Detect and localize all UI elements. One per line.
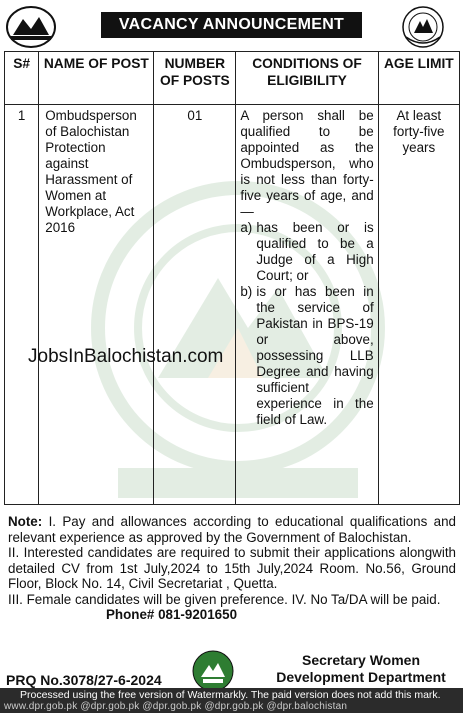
conditions-intro: A person shall be qualified to be appointed as the Ombudsperson, who is not less than forty-five years of age, and— (240, 108, 374, 219)
note-3: III. Female candidates will be given preference. IV. No Ta/DA will be paid. (8, 591, 441, 607)
condition-b (240, 284, 373, 428)
table-header-row (5, 52, 460, 105)
condition-a (240, 220, 373, 284)
table-row (5, 105, 460, 505)
cell-age-limit: At least forty-five years (378, 105, 459, 505)
watermark-notice: Processed using the free version of Watermarkly. The paid version does not add this mark. (20, 689, 441, 701)
department-line-2: Development Department (276, 669, 446, 685)
note-label: Note: (8, 514, 43, 529)
phone-line (8, 607, 456, 623)
cell-number-of-posts: 01 (154, 105, 236, 505)
condition-a-text: has been or is qualified to be a Judge of a High Court; or (256, 220, 374, 283)
notes-section (8, 514, 456, 623)
condition-a-label: a) (240, 220, 253, 235)
cell-serial: 1 (5, 105, 39, 505)
post-name-text: Ombudsperson of Balochistan Protection against Harassment of Women at Workplace, Act 2016 (45, 108, 137, 235)
header-serial: S# (5, 52, 39, 105)
condition-b-text: is or has been in the service of Pakistan in BPS-19 or above, possessing LLB Degree and having sufficient experience in the field of Law. (256, 284, 374, 427)
note-1-text: I. Pay and allowances according to educational qualifications and relevant experience as approved by the Government of Balochistan. (8, 514, 456, 545)
header-post-name: NAME OF POST (39, 52, 154, 105)
vacancy-table (4, 51, 460, 505)
phone-number: Phone# 081-9201650 (106, 607, 238, 622)
department-logo-right (392, 5, 454, 49)
header-age-limit: AGE LIMIT (378, 52, 459, 105)
header-number-of-posts: NUMBER OF POSTS (154, 52, 236, 105)
dpr-emblem (191, 649, 235, 693)
department-line-1: Secretary Women (301, 652, 420, 668)
watermark-site-text: JobsInBalochistan.com (28, 346, 224, 367)
page-title: VACANCY ANNOUNCEMENT (101, 12, 362, 38)
issuing-department (268, 652, 454, 686)
cell-conditions (236, 105, 378, 505)
header-conditions: CONDITIONS OF ELIGIBILITY (236, 52, 378, 105)
prq-number: PRQ No.3078/27-6-2024 (6, 672, 162, 688)
cell-post-name (39, 105, 154, 505)
social-links: www.dpr.gob.pk @dpr.gob.pk @dpr.gob.pk @dpr.gob.pk @dpr.balochistan (4, 701, 348, 712)
government-logo-left (5, 5, 57, 49)
condition-b-label: b) (240, 284, 253, 299)
note-2: II. Interested candidates are required to submit their applications alongwith detailed CV from 1st July,2024 to 15th July,2024 Room. No.56, Ground Floor, Block No. 14, Civil Secretariat , Quetta. (8, 545, 456, 591)
note-1 (8, 514, 456, 545)
